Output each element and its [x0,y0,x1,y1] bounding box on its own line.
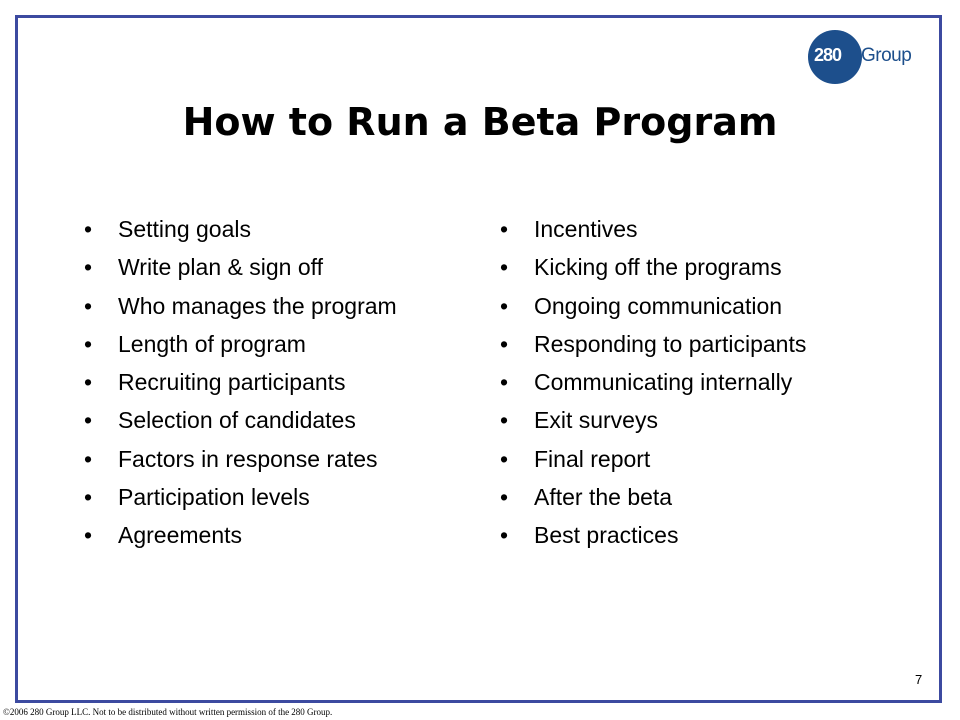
list-item-label: Kicking off the programs [534,254,782,281]
bullet-icon: • [500,369,509,396]
list-item [84,363,397,401]
list-item-label: Setting goals [118,216,251,242]
bullet-icon: • [84,407,93,434]
list-item-label: Exit surveys [534,407,658,434]
bullet-icon: • [84,330,93,357]
bullet-icon: • [84,369,93,396]
logo-circle [808,30,862,84]
list-item [84,325,397,363]
list-item-label: After the beta [534,484,673,511]
bullet-icon: • [500,407,509,434]
list-item [500,516,806,554]
list-item [500,401,806,439]
list-item [500,287,806,325]
list-item [84,248,397,286]
bullet-icon: • [500,522,509,549]
bullet-icon: • [500,445,509,472]
bullet-icon: • [500,254,509,281]
list-item [500,248,806,286]
bullet-icon: • [500,292,509,319]
list-item-label: Who manages the program [118,292,397,319]
bullet-icon: • [84,484,93,511]
list-item-label: Communicating internally [534,369,793,396]
bullet-icon: • [500,484,509,511]
list-item-label: Best practices [534,522,679,549]
company-logo [808,30,912,84]
logo-word: Group [861,45,912,66]
list-item [500,478,806,516]
list-item [500,325,806,363]
right-bullet-list [500,210,806,555]
list-item-label: Length of program [118,330,306,357]
list-item-label: Selection of candidates [118,407,356,434]
slide-title: How to Run a Beta Program [182,100,778,144]
bullet-icon: • [84,254,93,281]
page-number: 7 [915,672,923,687]
bullet-icon: • [84,522,93,549]
list-item [500,440,806,478]
list-item [500,363,806,401]
copyright-notice: ©2006 280 Group LLC. Not to be distributed without written permission of the 280 Group. [3,707,333,717]
list-item-label: Factors in response rates [118,445,378,472]
list-item [84,287,397,325]
list-item-label: Final report [534,445,651,472]
bullet-icon: • [84,216,93,242]
list-item-label: Responding to participants [534,330,807,357]
list-item [84,210,397,248]
list-item-label: Write plan & sign off [118,254,323,281]
bullet-icon: • [500,330,509,357]
list-item-label: Agreements [118,522,243,549]
list-item [84,401,397,439]
list-item-label: Ongoing communication [534,292,783,319]
bullet-icon: • [84,292,93,319]
list-item [500,210,806,248]
list-item [84,516,397,554]
logo-number: 280 [814,45,842,65]
bullet-icon: • [84,445,93,472]
list-item-label: Recruiting participants [118,369,346,396]
list-item-label: Incentives [534,216,638,242]
left-bullet-list [84,210,397,555]
list-item [84,478,397,516]
bullet-icon: • [500,216,509,242]
list-item-label: Participation levels [118,484,310,511]
list-item [84,440,397,478]
